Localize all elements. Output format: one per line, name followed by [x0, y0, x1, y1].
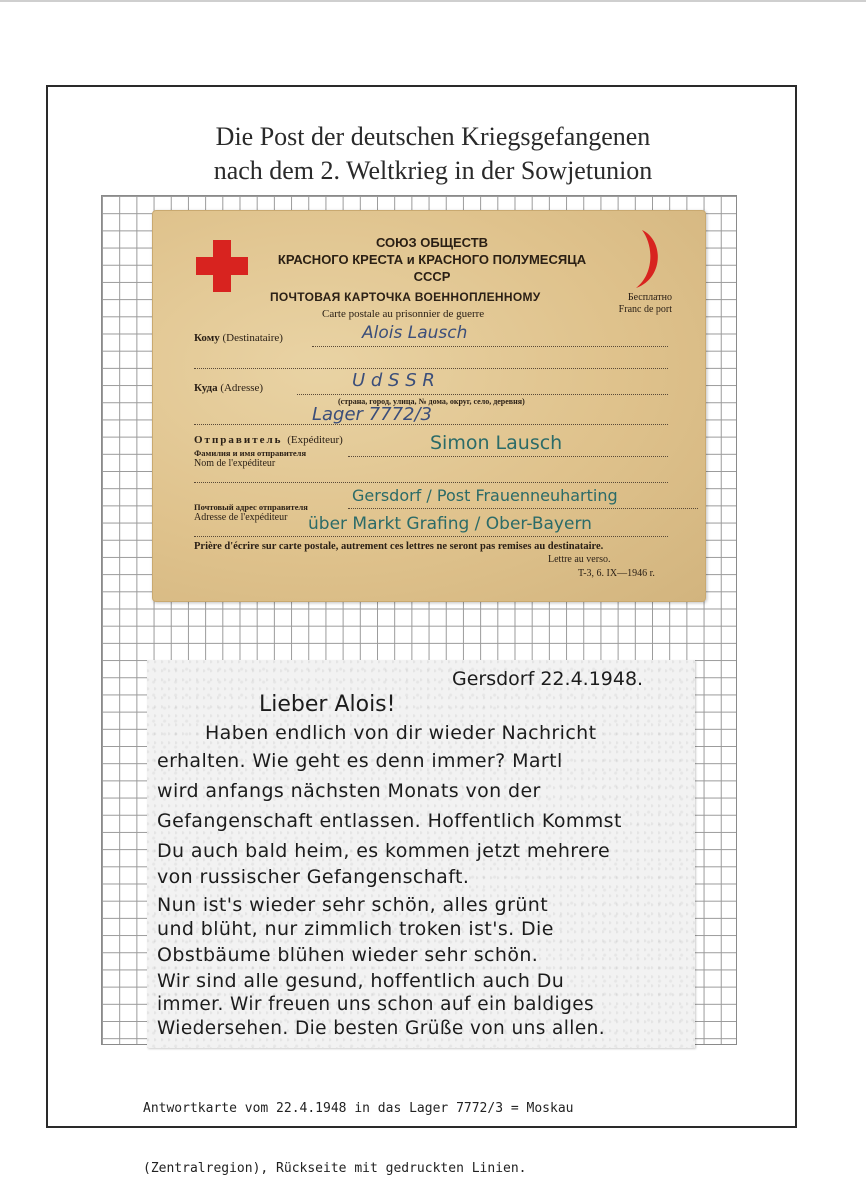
sender-line-2 [194, 482, 668, 483]
letter-verso: Lettre au verso. [548, 554, 611, 565]
letter-line-2: erhalten. Wie geht es denn immer? Martl [157, 750, 563, 772]
letter-line-10: Wir sind alle gesund, hoffentlich auch Du [157, 970, 565, 992]
caption-line-1: Antwortkarte vom 22.4.1948 in das Lager 7772/3 = Moskau [143, 1101, 574, 1116]
address-hint: (страна, город, улица, № дома, округ, село, деревня) [338, 397, 525, 406]
red-cross-icon [196, 240, 248, 292]
page-title [0, 120, 866, 188]
letter-line-6: von russischer Gefangenschaft. [157, 866, 470, 888]
letter-line-12: Wiedersehen. Die besten Grüße von uns allen. [157, 1018, 606, 1039]
sender-address-value-2: über Markt Grafing / Ober-Bayern [308, 514, 592, 534]
card-type-fr: Carte postale au prisonnier de guerre [322, 308, 485, 320]
letter-greeting: Lieber Alois! [259, 692, 396, 717]
sender-value: Simon Lausch [430, 432, 563, 454]
card-type-ru: ПОЧТОВАЯ КАРТОЧКА ВОЕННОПЛЕННОМУ [270, 290, 541, 304]
postcard-front [152, 210, 706, 602]
sender-sub-ru: Фамилия и имя отправителя [194, 448, 307, 458]
address-label: Куда (Adresse) [194, 382, 264, 394]
org-line-2: КРАСНОГО КРЕСТА и КРАСНОГО ПОЛУМЕСЯЦА [277, 252, 587, 267]
letter-line-3: wird anfangs nächsten Monats von der [157, 780, 541, 802]
sender-label: Отправитель (Expéditeur) [194, 434, 343, 446]
letter-line-5: Du auch bald heim, es kommen jetzt mehrere [157, 840, 611, 862]
postage-free [592, 292, 672, 316]
letter-line-4: Gefangenschaft entlassen. Hoffentlich Kommst [157, 810, 622, 832]
letter-line-9: Obstbäume blühen wieder sehr schön. [157, 944, 539, 966]
address-line [297, 394, 668, 395]
sender-sub-fr: Nom de l'expéditeur [194, 458, 276, 469]
letter-date: Gersdorf 22.4.1948. [452, 668, 644, 690]
postage-free-ru: Бесплатно [627, 292, 672, 303]
postage-free-fr: Franc de port [618, 304, 672, 315]
sender-address-value-1: Gersdorf / Post Frauenneuharting [352, 486, 618, 505]
sender-address-line-2 [194, 536, 668, 537]
top-edge-line [0, 0, 866, 2]
delivery-notice: Prière d'écrire sur carte postale, autrement ces lettres ne seront pas remises au destinataire. [194, 541, 604, 552]
to-line-2 [194, 368, 668, 369]
organization-header [242, 234, 622, 285]
sender-address-ru: Почтовый адрес отправителя [194, 502, 308, 512]
print-code: T-3, 6. IX—1946 r. [578, 568, 655, 579]
to-label: Кому (Destinataire) [194, 332, 283, 344]
address-line-2 [194, 424, 668, 425]
red-crescent-icon [620, 228, 664, 290]
letter-line-11: immer. Wir freuen uns schon auf ein baldiges [157, 994, 595, 1015]
caption [143, 1059, 743, 1199]
org-line-1: СОЮЗ ОБЩЕСТВ [375, 235, 489, 250]
sender-address-line [348, 508, 698, 509]
postcard-back-letter [147, 660, 695, 1048]
sender-address-fr: Adresse de l'expéditeur [194, 512, 288, 523]
to-value: Alois Lausch [362, 323, 468, 343]
address-value-1: U d S S R [352, 370, 435, 391]
page-title-line-1: Die Post der deutschen Kriegsgefangenen [215, 122, 651, 151]
letter-line-8: und blüht, nur zimmlich troken ist's. Die [157, 918, 554, 940]
letter-line-7: Nun ist's wieder sehr schön, alles grünt [157, 894, 549, 916]
to-line [312, 346, 668, 347]
sender-line [348, 456, 668, 457]
page-title-line-2: nach dem 2. Weltkrieg in der Sowjetunion [213, 156, 653, 185]
letter-line-1: Haben endlich von dir wieder Nachricht [205, 722, 597, 744]
caption-line-2: (Zentralregion), Rückseite mit gedruckten Linien. [143, 1161, 527, 1176]
address-value-2: Lager 7772/3 [312, 404, 433, 425]
org-line-3: СССР [413, 269, 451, 284]
